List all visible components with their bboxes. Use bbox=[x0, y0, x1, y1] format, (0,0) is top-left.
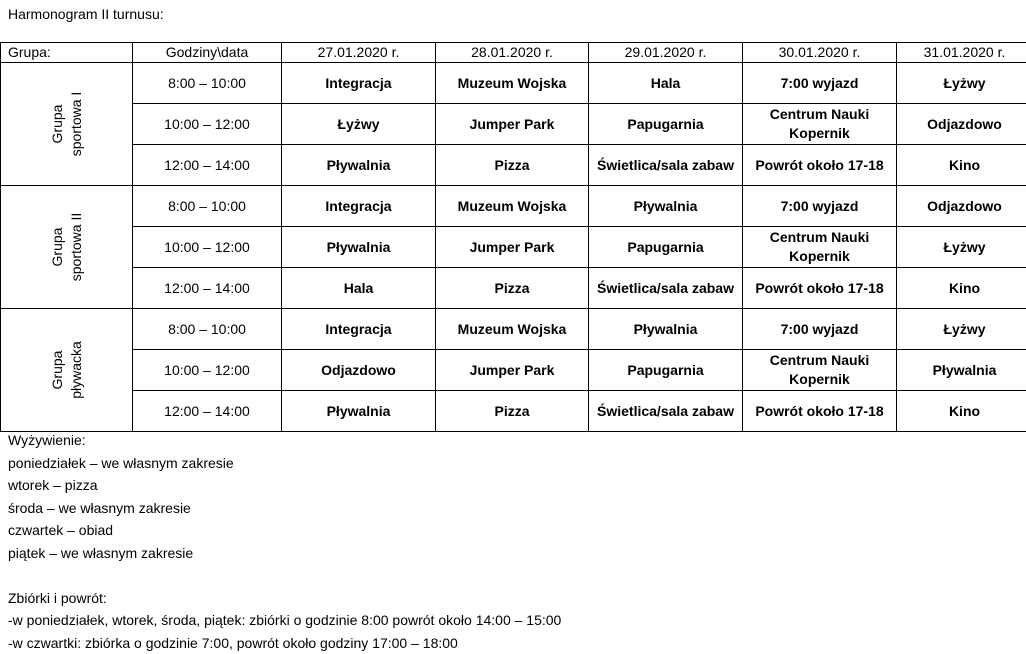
time-cell: 8:00 – 10:00 bbox=[133, 309, 282, 350]
group-name-cell bbox=[1, 63, 133, 186]
activity-cell: Pizza bbox=[436, 145, 589, 186]
time-cell: 10:00 – 12:00 bbox=[133, 227, 282, 268]
schedule-table bbox=[0, 42, 1026, 432]
pickup-item: -w czwartki: zbiórka o godzinie 7:00, powrót około godziny 17:00 – 18:00 bbox=[8, 632, 561, 654]
document-title: Harmonogram II turnusu: bbox=[8, 6, 164, 22]
activity-cell: Łyżwy bbox=[897, 309, 1026, 350]
time-cell: 12:00 – 14:00 bbox=[133, 268, 282, 309]
header-hours: Godziny\data bbox=[133, 43, 282, 63]
group-name-line: Grupa bbox=[48, 213, 67, 281]
group-name-line: Grupa bbox=[48, 92, 67, 157]
notes-section bbox=[8, 429, 561, 654]
activity-cell: Integracja bbox=[282, 309, 436, 350]
header-row bbox=[1, 43, 1026, 63]
group-name-line: Grupa bbox=[48, 341, 67, 399]
activity-cell: Papugarnia bbox=[589, 350, 743, 391]
group-name-cell bbox=[1, 186, 133, 309]
header-date: 30.01.2020 r. bbox=[743, 43, 897, 63]
time-cell: 12:00 – 14:00 bbox=[133, 391, 282, 432]
activity-cell: Świetlica/sala zabaw bbox=[589, 268, 743, 309]
activity-cell: Pływalnia bbox=[589, 309, 743, 350]
meal-item: poniedziałek – we własnym zakresie bbox=[8, 452, 561, 475]
meal-item: czwartek – obiad bbox=[8, 519, 561, 542]
activity-cell: Pływalnia bbox=[897, 350, 1026, 391]
activity-cell: Pizza bbox=[436, 268, 589, 309]
activity-cell: Pływalnia bbox=[282, 391, 436, 432]
activity-cell: Powrót około 17-18 bbox=[743, 391, 897, 432]
activity-cell: Jumper Park bbox=[436, 227, 589, 268]
meal-item: środa – we własnym zakresie bbox=[8, 497, 561, 520]
activity-cell: Papugarnia bbox=[589, 104, 743, 145]
activity-cell: Jumper Park bbox=[436, 350, 589, 391]
activity-cell: 7:00 wyjazd bbox=[743, 309, 897, 350]
meal-item: wtorek – pizza bbox=[8, 474, 561, 497]
time-cell: 8:00 – 10:00 bbox=[133, 186, 282, 227]
pickup-item: -w poniedziałek, wtorek, środa, piątek: zbiórki o godzinie 8:00 powrót około 14:00 – 15:00 bbox=[8, 609, 561, 632]
activity-cell: Łyżwy bbox=[897, 63, 1026, 104]
header-date: 28.01.2020 r. bbox=[436, 43, 589, 63]
group-name-line: pływacka bbox=[67, 341, 86, 399]
activity-cell: Świetlica/sala zabaw bbox=[589, 391, 743, 432]
activity-cell: Powrót około 17-18 bbox=[743, 268, 897, 309]
group-name-cell bbox=[1, 309, 133, 432]
activity-cell: Odjazdowo bbox=[282, 350, 436, 391]
table-row bbox=[1, 350, 1026, 391]
header-group: Grupa: bbox=[1, 43, 133, 63]
activity-cell: Łyżwy bbox=[282, 104, 436, 145]
pickup-heading: Zbiórki i powrót: bbox=[8, 587, 561, 610]
activity-cell: Odjazdowo bbox=[897, 104, 1026, 145]
group-name-line: sportowa II bbox=[67, 213, 86, 281]
activity-cell: 7:00 wyjazd bbox=[743, 63, 897, 104]
time-cell: 10:00 – 12:00 bbox=[133, 350, 282, 391]
table-row bbox=[1, 104, 1026, 145]
activity-cell: Pizza bbox=[436, 391, 589, 432]
activity-cell: Odjazdowo bbox=[897, 186, 1026, 227]
group-name-line: sportowa I bbox=[67, 92, 86, 157]
activity-cell: Muzeum Wojska bbox=[436, 309, 589, 350]
time-cell: 12:00 – 14:00 bbox=[133, 145, 282, 186]
table-row bbox=[1, 309, 1026, 350]
activity-cell: Integracja bbox=[282, 63, 436, 104]
activity-cell: Papugarnia bbox=[589, 227, 743, 268]
table-row bbox=[1, 145, 1026, 186]
header-date: 27.01.2020 r. bbox=[282, 43, 436, 63]
activity-cell: Pływalnia bbox=[282, 227, 436, 268]
activity-cell: 7:00 wyjazd bbox=[743, 186, 897, 227]
activity-cell: Muzeum Wojska bbox=[436, 186, 589, 227]
activity-cell: Hala bbox=[282, 268, 436, 309]
activity-cell: Powrót około 17-18 bbox=[743, 145, 897, 186]
activity-cell: Centrum Nauki Kopernik bbox=[743, 227, 897, 268]
table-row bbox=[1, 391, 1026, 432]
time-cell: 10:00 – 12:00 bbox=[133, 104, 282, 145]
meal-item: piątek – we własnym zakresie bbox=[8, 542, 561, 565]
activity-cell: Pływalnia bbox=[282, 145, 436, 186]
table-row bbox=[1, 186, 1026, 227]
table-row bbox=[1, 227, 1026, 268]
activity-cell: Hala bbox=[589, 63, 743, 104]
activity-cell: Muzeum Wojska bbox=[436, 63, 589, 104]
activity-cell: Świetlica/sala zabaw bbox=[589, 145, 743, 186]
header-date: 29.01.2020 r. bbox=[589, 43, 743, 63]
activity-cell: Centrum Nauki Kopernik bbox=[743, 104, 897, 145]
activity-cell: Łyżwy bbox=[897, 227, 1026, 268]
table-row bbox=[1, 63, 1026, 104]
time-cell: 8:00 – 10:00 bbox=[133, 63, 282, 104]
activity-cell: Kino bbox=[897, 391, 1026, 432]
activity-cell: Pływalnia bbox=[589, 186, 743, 227]
activity-cell: Jumper Park bbox=[436, 104, 589, 145]
activity-cell: Kino bbox=[897, 145, 1026, 186]
activity-cell: Kino bbox=[897, 268, 1026, 309]
meals-heading: Wyżywienie: bbox=[8, 429, 561, 452]
table-row bbox=[1, 268, 1026, 309]
header-date: 31.01.2020 r. bbox=[897, 43, 1026, 63]
activity-cell: Integracja bbox=[282, 186, 436, 227]
activity-cell: Centrum Nauki Kopernik bbox=[743, 350, 897, 391]
